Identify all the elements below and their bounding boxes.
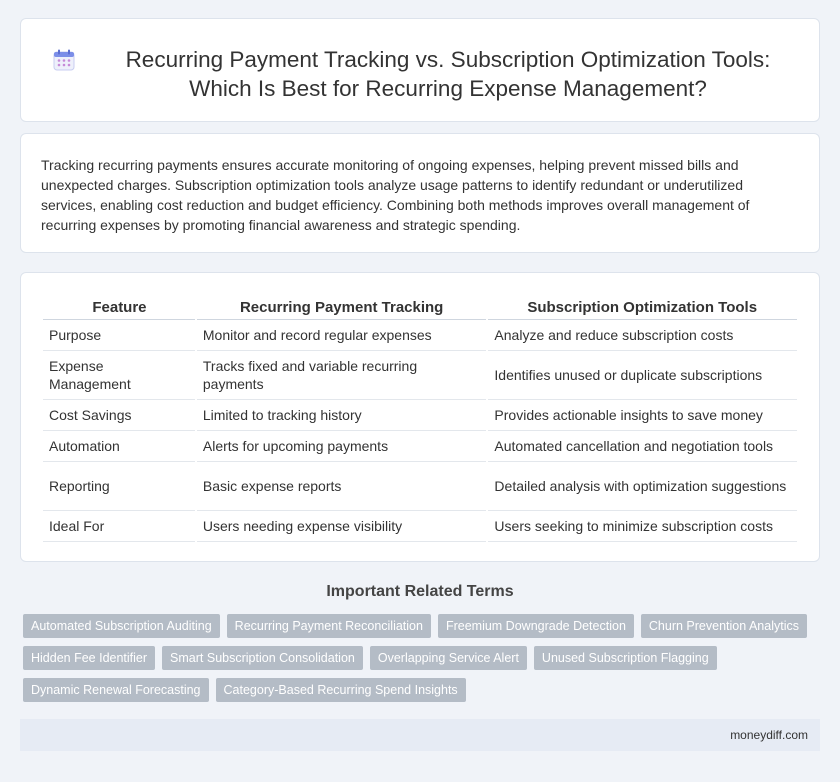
table-row xyxy=(43,511,797,542)
header-feature: Feature xyxy=(43,295,196,320)
feature-cell: Cost Savings xyxy=(43,400,196,431)
table-row xyxy=(43,431,797,462)
table-header-row xyxy=(43,295,797,320)
tracking-cell: Limited to tracking history xyxy=(196,400,488,431)
related-term-tag[interactable]: Overlapping Service Alert xyxy=(370,646,527,670)
optimization-cell: Automated cancellation and negotiation tools xyxy=(487,431,797,462)
table-row xyxy=(43,320,797,351)
related-term-tag[interactable]: Hidden Fee Identifier xyxy=(23,646,155,670)
related-term-tag[interactable]: Freemium Downgrade Detection xyxy=(438,614,634,638)
tracking-cell: Tracks fixed and variable recurring payments xyxy=(196,351,488,400)
tracking-cell: Monitor and record regular expenses xyxy=(196,320,488,351)
related-term-tag[interactable]: Automated Subscription Auditing xyxy=(23,614,220,638)
optimization-cell: Detailed analysis with optimization suggestions xyxy=(487,462,797,511)
optimization-cell: Users seeking to minimize subscription costs xyxy=(487,511,797,542)
related-term-tag[interactable]: Smart Subscription Consolidation xyxy=(162,646,363,670)
header-subscription-optimization-tools: Subscription Optimization Tools xyxy=(487,295,797,320)
table-row xyxy=(43,351,797,400)
related-term-tag[interactable]: Dynamic Renewal Forecasting xyxy=(23,678,209,702)
related-terms-tags xyxy=(20,614,820,710)
calendar-icon xyxy=(51,47,77,73)
intro-paragraph: Tracking recurring payments ensures accurate monitoring of ongoing expenses, helping prevent missed bills and unexpected charges. Subscription optimization tools analyze usage patterns to identify redundant or underutilized services, enabling cost reduction and budget efficiency. Combining both methods improves overall management of recurring expenses by promoting financial awareness and strategic spending. xyxy=(41,157,750,233)
related-terms-heading: Important Related Terms xyxy=(326,583,514,600)
related-term-tag[interactable]: Recurring Payment Reconciliation xyxy=(227,614,431,638)
related-term-tag[interactable]: Unused Subscription Flagging xyxy=(534,646,717,670)
page-title: Recurring Payment Tracking vs. Subscription Optimization Tools: Which Is Best for Recurring Expense Management? xyxy=(125,47,771,101)
footer-site-link[interactable]: moneydiff.com xyxy=(730,728,808,742)
feature-cell: Reporting xyxy=(43,462,196,511)
comparison-card xyxy=(20,272,820,562)
optimization-cell: Provides actionable insights to save money xyxy=(487,400,797,431)
footer xyxy=(20,719,820,751)
tracking-cell: Users needing expense visibility xyxy=(196,511,488,542)
optimization-cell: Analyze and reduce subscription costs xyxy=(487,320,797,351)
related-term-tag[interactable]: Category-Based Recurring Spend Insights xyxy=(216,678,466,702)
feature-cell: Purpose xyxy=(43,320,196,351)
related-terms-section xyxy=(20,583,820,710)
feature-cell: Automation xyxy=(43,431,196,462)
feature-cell: Ideal For xyxy=(43,511,196,542)
comparison-table xyxy=(43,295,797,542)
related-term-tag[interactable]: Churn Prevention Analytics xyxy=(641,614,807,638)
header-recurring-payment-tracking: Recurring Payment Tracking xyxy=(196,295,488,320)
intro-card xyxy=(20,133,820,253)
table-row xyxy=(43,400,797,431)
title-row xyxy=(21,19,819,103)
tracking-cell: Basic expense reports xyxy=(196,462,488,511)
title-card xyxy=(20,18,820,122)
table-row xyxy=(43,462,797,511)
feature-cell: Expense Management xyxy=(43,351,196,400)
optimization-cell: Identifies unused or duplicate subscriptions xyxy=(487,351,797,400)
tracking-cell: Alerts for upcoming payments xyxy=(196,431,488,462)
